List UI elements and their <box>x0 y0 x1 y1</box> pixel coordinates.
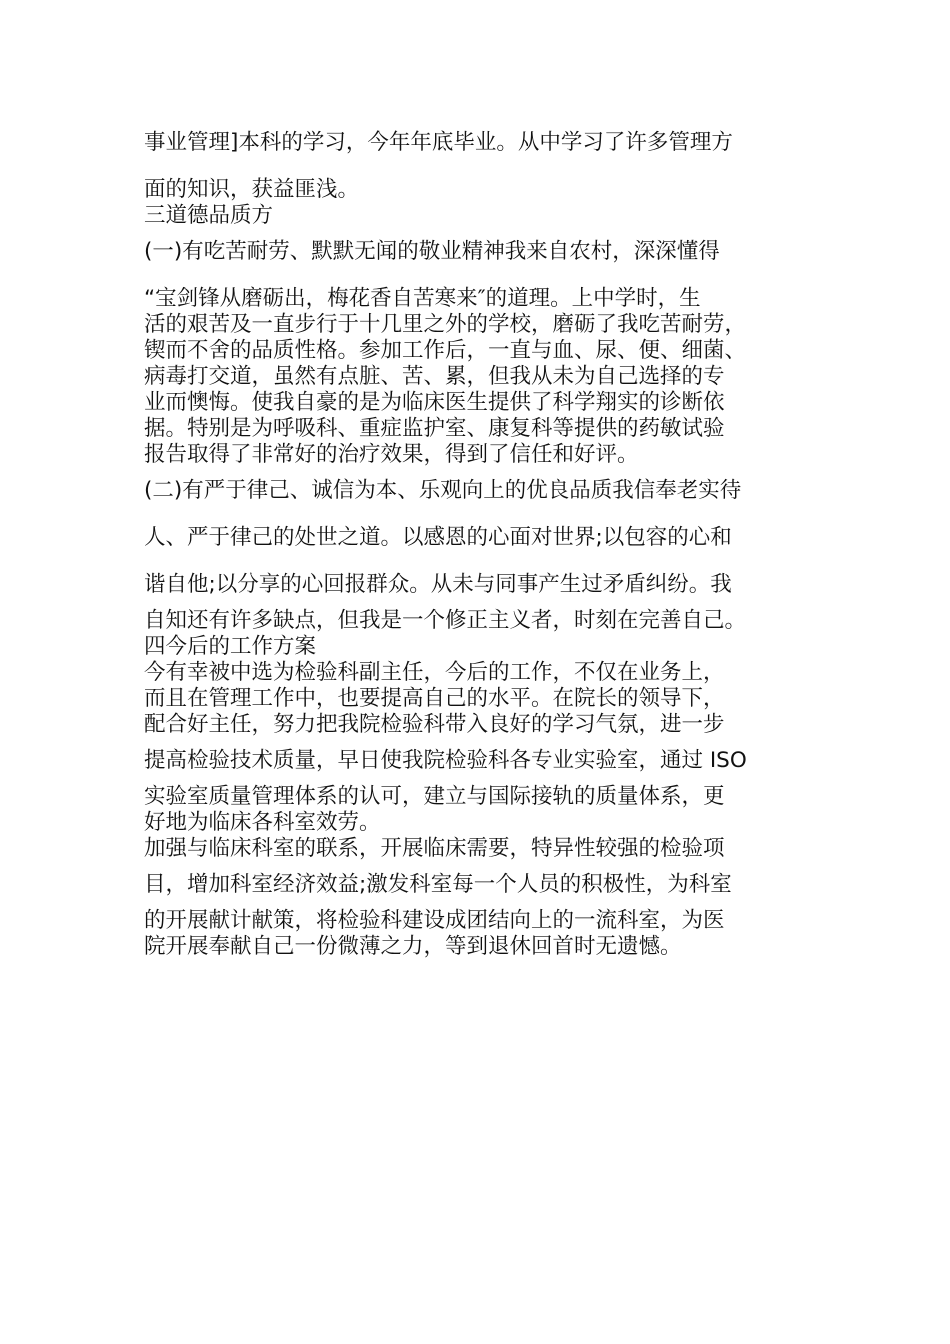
text-line: 谐自他;以分享的心回报群众。从未与同事产生过矛盾纠纷。我 <box>144 572 732 597</box>
text-line: 的开展献计献策，将检验科建设成团结向上的一流科室，为医 <box>144 908 725 933</box>
text-line: 锲而不舍的品质性格。参加工作后，一直与血、尿、便、细菌、 <box>144 338 747 363</box>
text-line: 病毒打交道，虽然有点脏、苦、累，但我从未为自己选择的专 <box>144 364 725 389</box>
text-line: 自知还有许多缺点，但我是一个修正主义者，时刻在完善自己。 <box>144 608 747 633</box>
section-heading: 四今后的工作方案 <box>144 634 317 659</box>
text-line: 今有幸被中选为检验科副主任，今后的工作，不仅在业务上， <box>144 660 725 685</box>
text-line: 好地为临床各科室效劳。 <box>144 810 381 835</box>
text-line: 活的艰苦及一直步行于十几里之外的学校，磨砺了我吃苦耐劳， <box>144 312 747 337</box>
text-line: 而且在管理工作中，也要提高自己的水平。在院长的领导下， <box>144 686 725 711</box>
text-line: 院开展奉献自己一份微薄之力，等到退休回首时无遗憾。 <box>144 934 682 959</box>
text-line: 提高检验技术质量，早日使我院检验科各专业实验室，通过 ISO <box>144 748 747 773</box>
text-line: 面的知识，获益匪浅。 <box>144 177 360 202</box>
section-heading: 三道德品质方 <box>144 203 274 228</box>
text-line: 实验室质量管理体系的认可，建立与国际接轨的质量体系，更 <box>144 784 725 809</box>
text-line: 加强与临床科室的联系，开展临床需要，特异性较强的检验项 <box>144 836 725 861</box>
text-line: 业而懊悔。使我自豪的是为临床医生提供了科学翔实的诊断依 <box>144 390 725 415</box>
text-line: 报告取得了非常好的治疗效果，得到了信任和好评。 <box>144 442 639 467</box>
text-line: 配合好主任，努力把我院检验科带入良好的学习气氛，进一步 <box>144 712 725 737</box>
text-line: “宝剑锋从磨砺出，梅花香自苦寒来″的道理。上中学时，生 <box>144 286 701 311</box>
text-line: 事业管理]本科的学习，今年年底毕业。从中学习了许多管理方 <box>144 130 733 155</box>
text-line: 据。特别是为呼吸科、重症监护室、康复科等提供的药敏试验 <box>144 416 725 441</box>
document-body <box>144 130 814 960</box>
text-line: (二)有严于律己、诚信为本、乐观向上的优良品质我信奉老实待 <box>144 478 742 503</box>
text-line: 人、严于律己的处世之道。以感恩的心面对世界;以包容的心和 <box>144 525 732 550</box>
text-line: 目，增加科室经济效益;激发科室每一个人员的积极性，为科室 <box>144 872 732 897</box>
text-line: (一)有吃苦耐劳、默默无闻的敬业精神我来自农村，深深懂得 <box>144 239 720 264</box>
